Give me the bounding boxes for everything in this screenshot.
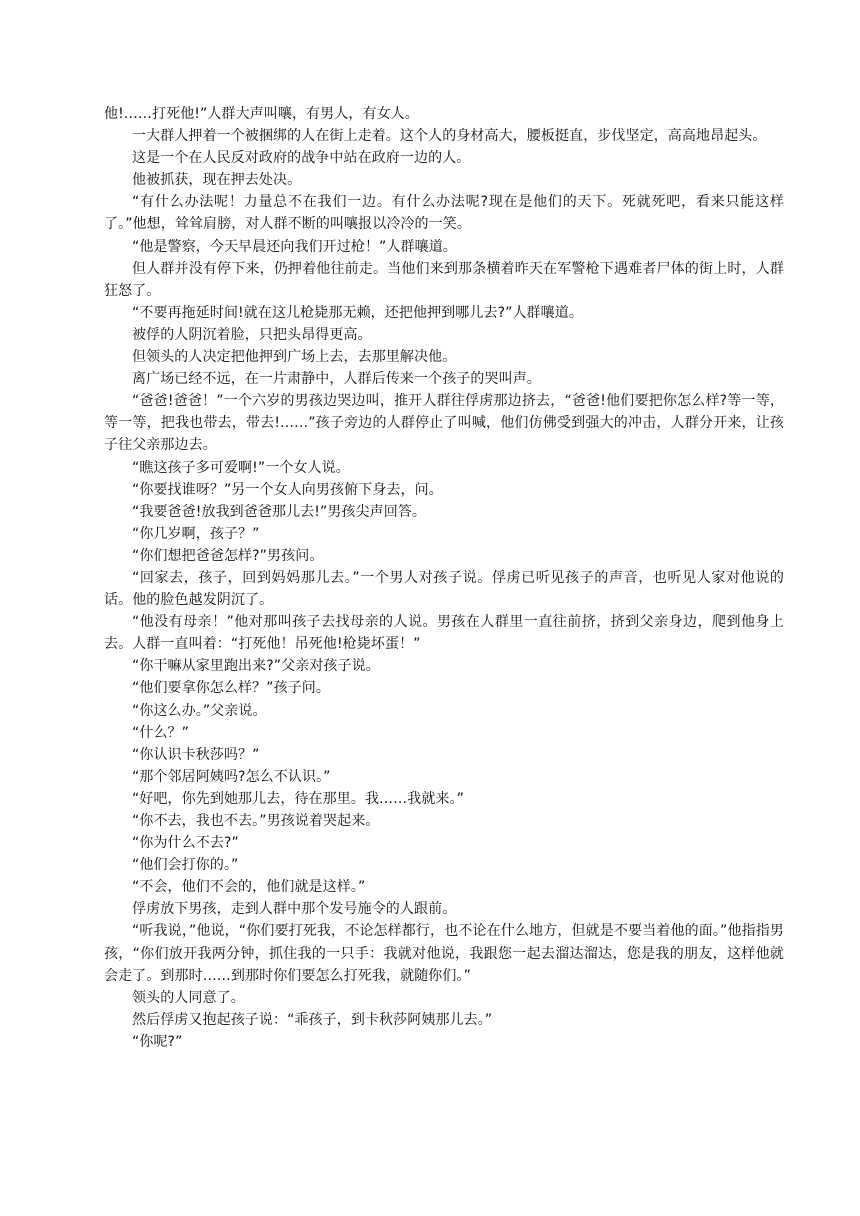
paragraph: 但人群并没有停下来，仍押着他往前走。当他们来到那条横着昨天在军警枪下遇难者尸体的街上时，人群狂怒了。 [104, 260, 784, 299]
paragraph: “听我说，”他说，“你们要打死我，不论怎样都行，也不论在什么地方，但就是不要当着他的面。”他指指男孩，“你们放开我两分钟，抓住我的一只手：我就对他说，我跟您一起去溜达溜达，您是我的朋友，这样他就会走了。到那时……到那时你们要怎么打死我，就随你们。” [104, 923, 784, 984]
paragraph: 然后俘虏又抱起孩子说：“乖孩子，到卡秋莎阿姨那儿去。” [132, 1011, 493, 1028]
paragraph: “他是警察，今天早晨还向我们开过枪！”人群嚷道。 [132, 238, 457, 255]
paragraph: “不要再拖延时间!就在这儿枪毙那无赖，还把他押到哪儿去?”人群嚷道。 [132, 304, 583, 321]
paragraph: “你这么办。”父亲说。 [132, 702, 267, 719]
paragraph: 但领头的人决定把他押到广场上去，去那里解决他。 [132, 349, 457, 366]
story-text [104, 103, 784, 1053]
paragraph: “他没有母亲！”他对那叫孩子去找母亲的人说。男孩在人群里一直往前挤，挤到父亲身边，爬到他身上去。人群一直叫着：“打死他！吊死他!枪毙坏蛋！” [104, 614, 784, 653]
paragraph: “你不去，我也不去。”男孩说着哭起来。 [132, 813, 380, 829]
paragraph: “他们会打你的。” [132, 857, 239, 874]
paragraph: 他!……打死他!”人群大声叫嚷，有男人，有女人。 [104, 106, 419, 122]
paragraph: 这是一个在人民反对政府的战争中站在政府一边的人。 [132, 150, 471, 167]
paragraph: “你认识卡秋莎吗？” [132, 746, 260, 763]
paragraph: 一大群人押着一个被捆绑的人在街上走着。这个人的身材高大，腰板挺直，步伐坚定，高高地昂起头。 [132, 128, 767, 145]
paragraph: “瞧这孩子多可爱啊!”一个女人说。 [132, 459, 350, 476]
paragraph: “你要找谁呀？”另一个女人向男孩俯下身去，问。 [132, 481, 443, 498]
paragraph: “你们想把爸爸怎样?”男孩问。 [132, 547, 324, 564]
paragraph: 俘虏放下男孩，走到人群中那个发号施令的人跟前。 [132, 901, 457, 918]
paragraph: “好吧，你先到她那儿去，待在那里。我……我就来。” [132, 790, 465, 807]
paragraph: “那个邻居阿姨吗?怎么不认识。” [132, 768, 331, 785]
paragraph: 他被抓获，现在押去处决。 [132, 172, 302, 189]
paragraph: “什么？” [132, 724, 190, 741]
paragraph: “你几岁啊，孩子？” [132, 525, 260, 542]
paragraph: “不会，他们不会的，他们就是这样。” [132, 879, 366, 896]
paragraph: “我要爸爸!放我到爸爸那儿去!”男孩尖声回答。 [132, 503, 427, 520]
paragraph: “他们要拿你怎么样？”孩子问。 [132, 680, 331, 697]
paragraph: “你干嘛从家里跑出来?”父亲对孩子说。 [132, 658, 380, 675]
paragraph: 领头的人同意了。 [132, 989, 245, 1006]
paragraph: “有什么办法呢！力量总不在我们一边。有什么办法呢?现在是他们的天下。死就死吧，看来只能这样了。”他想，耸耸肩膀，对人群不断的叫嚷报以冷冷的一笑。 [104, 194, 784, 233]
paragraph: 被俘的人阴沉着脸，只把头昂得更高。 [132, 326, 372, 343]
paragraph: “你为什么不去?” [132, 835, 239, 852]
paragraph: “你呢?” [132, 1033, 183, 1050]
paragraph: 离广场已经不远，在一片肃静中，人群后传来一个孩子的哭叫声。 [132, 371, 541, 388]
paragraph: “爸爸!爸爸！”一个六岁的男孩边哭边叫，推开人群往俘虏那边挤去，“爸爸!他们要把你怎么样?等一等，等一等，把我也带去，带去!……”孩子旁边的人群停止了叫喊，他们仿佛受到强大的冲击，人群分开来，让孩子往父亲那边去。 [104, 393, 784, 454]
paragraph: “回家去，孩子，回到妈妈那儿去。”一个男人对孩子说。俘虏已听见孩子的声音，也听见人家对他说的话。他的脸色越发阴沉了。 [104, 569, 784, 609]
